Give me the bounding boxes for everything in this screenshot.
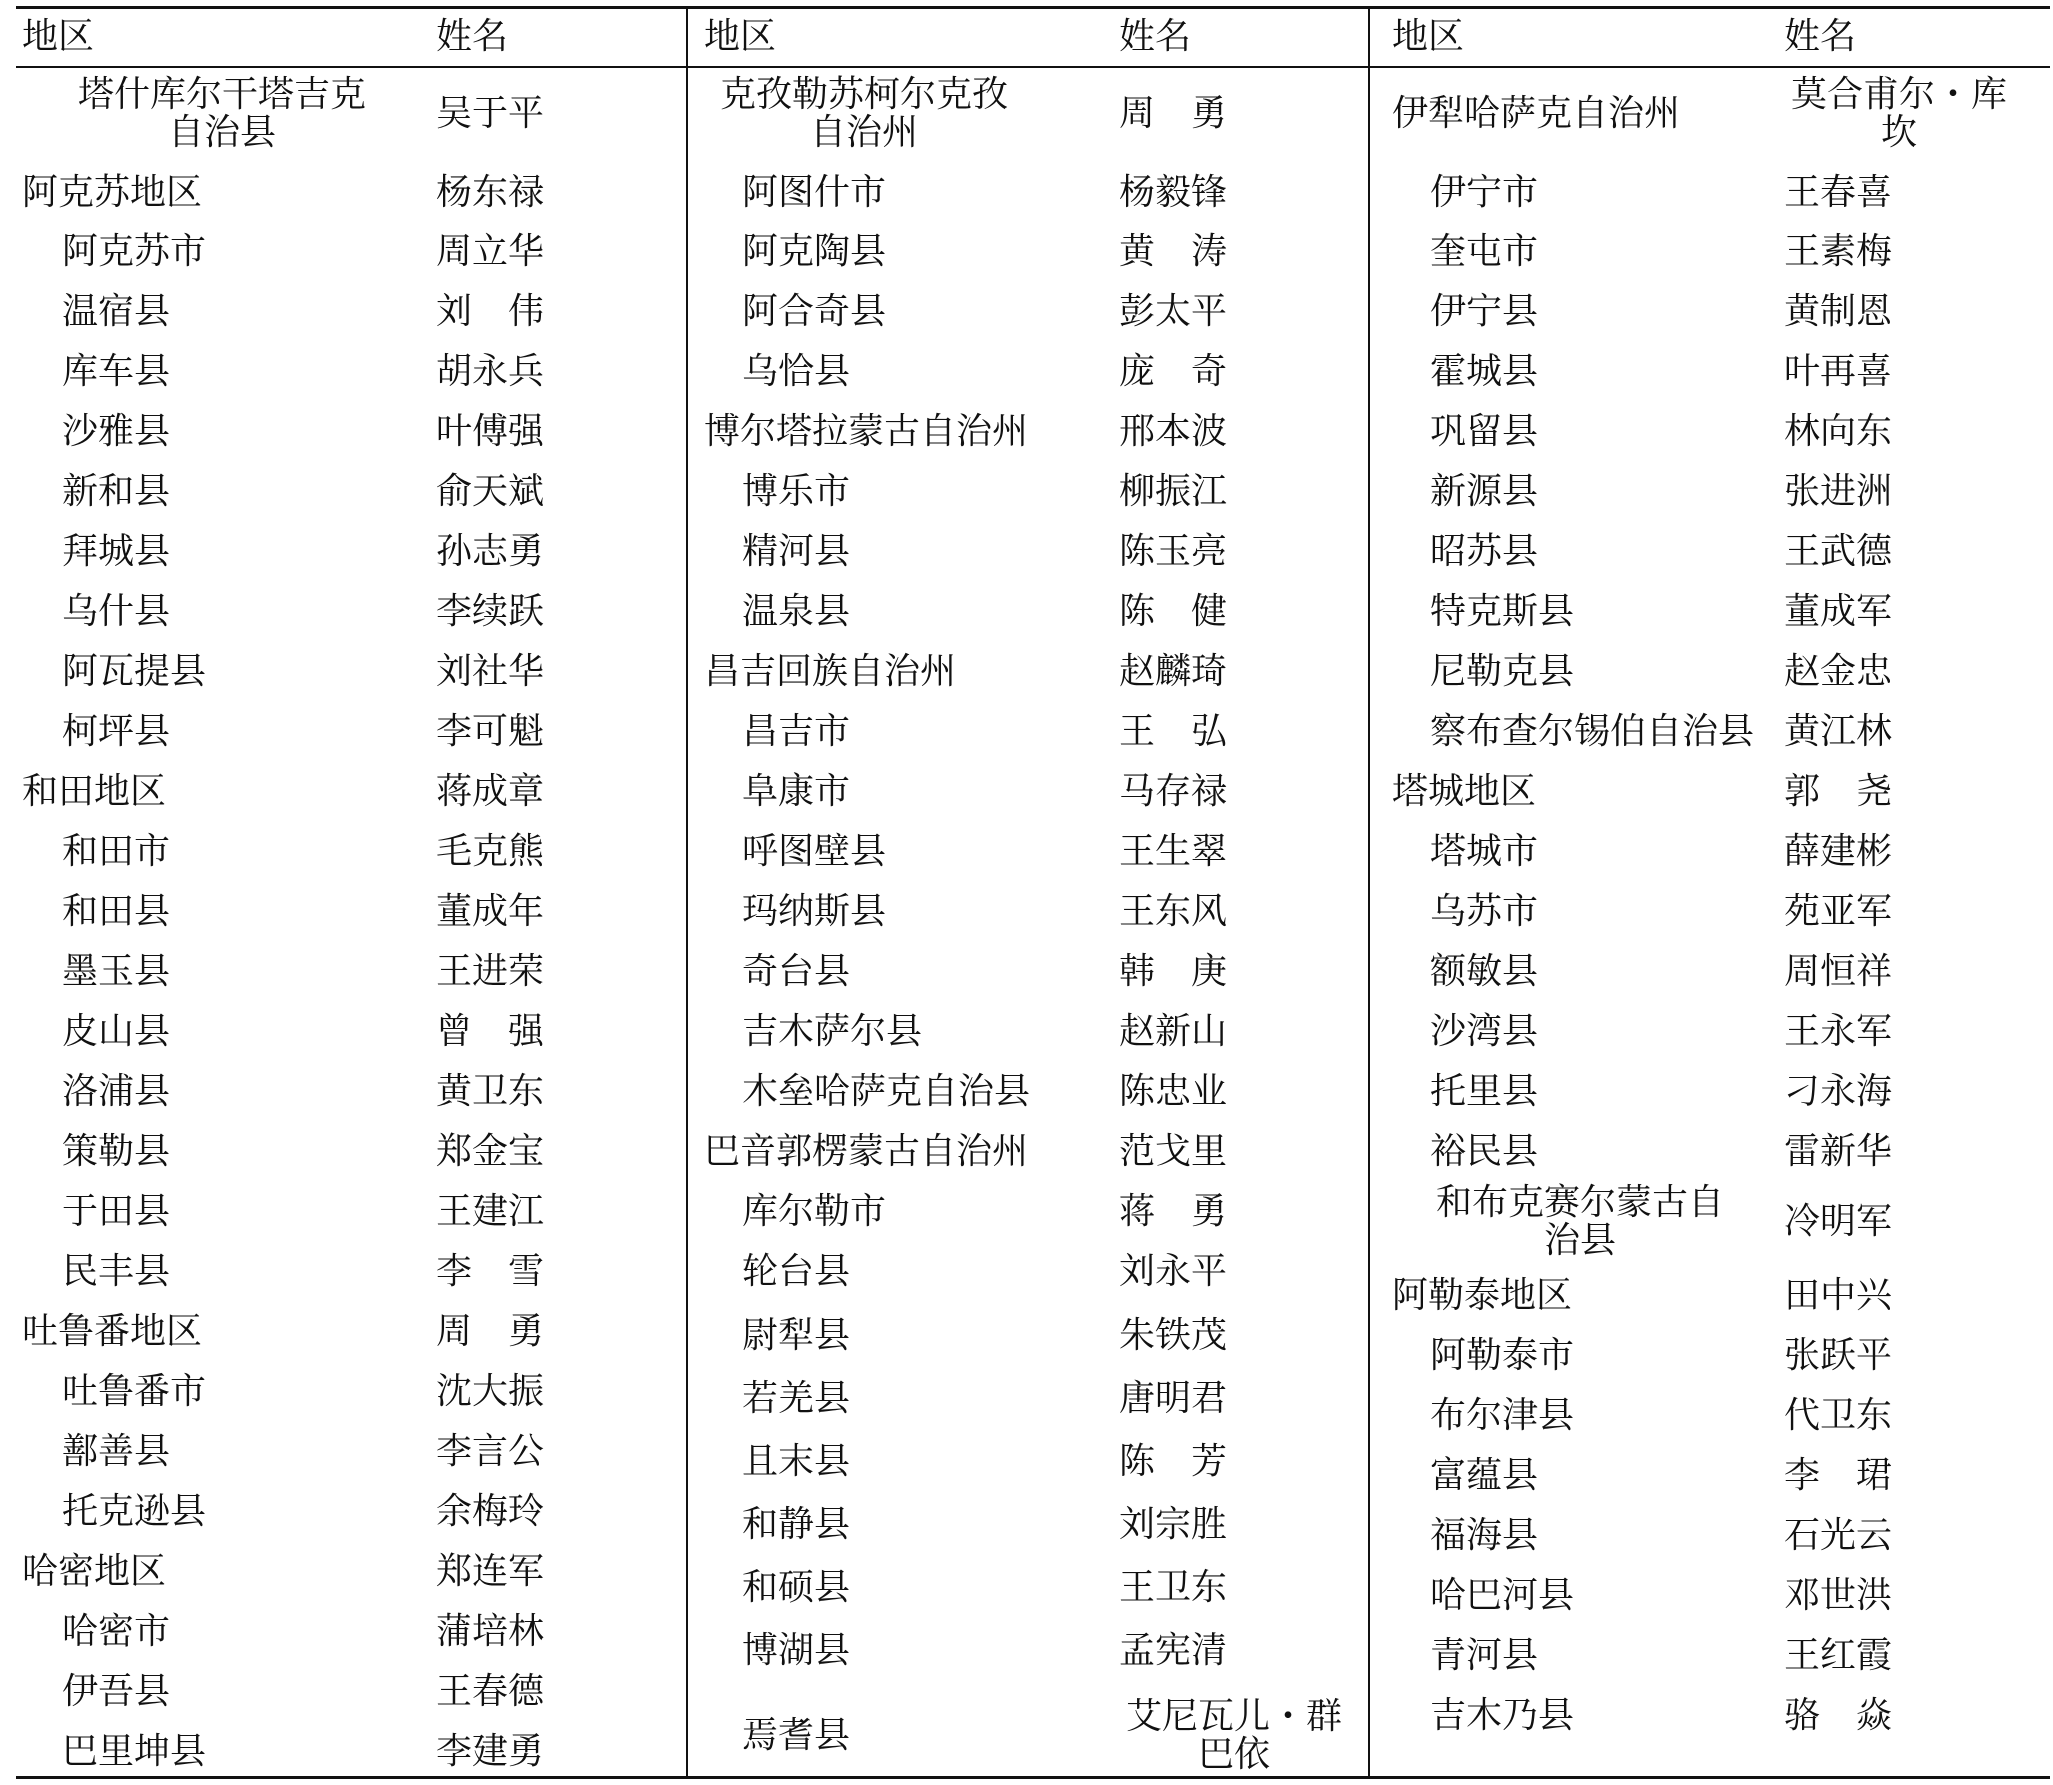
name-cell: 赵麟琦 — [1119, 651, 1228, 692]
name-cell: 骆 焱 — [1784, 1695, 1893, 1736]
region-cell: 吐鲁番地区 — [22, 1311, 203, 1352]
name-cell: 胡永兵 — [436, 351, 545, 392]
region-cell: 阿瓦提县 — [62, 651, 207, 692]
name-cell: 刘永平 — [1119, 1251, 1228, 1292]
region-cell: 塔什库尔干塔吉克自治县 — [77, 74, 366, 153]
name-cell: 张进洲 — [1784, 471, 1893, 512]
region-cell: 阿勒泰市 — [1430, 1335, 1575, 1376]
name-cell: 王 弘 — [1119, 711, 1228, 752]
region-cell: 福海县 — [1430, 1515, 1539, 1556]
region-cell: 巴里坤县 — [62, 1731, 207, 1772]
header-name: 姓名 — [436, 16, 509, 57]
region-cell: 塔城市 — [1430, 831, 1539, 872]
name-cell: 黄江林 — [1784, 711, 1893, 752]
region-cell: 布尔津县 — [1430, 1395, 1575, 1436]
name-cell: 艾尼瓦儿・群巴依 — [1125, 1696, 1342, 1775]
region-cell: 和田市 — [62, 831, 171, 872]
name-cell: 朱铁茂 — [1119, 1315, 1228, 1356]
region-cell: 木垒哈萨克自治县 — [742, 1071, 1031, 1112]
name-cell: 庞 奇 — [1119, 351, 1228, 392]
region-cell: 昭苏县 — [1430, 531, 1539, 572]
name-cell: 陈 健 — [1119, 591, 1228, 632]
region-cell: 乌恰县 — [742, 351, 851, 392]
name-cell: 王建江 — [436, 1191, 545, 1232]
region-cell: 奎屯市 — [1430, 231, 1539, 272]
name-cell: 张跃平 — [1784, 1335, 1893, 1376]
name-cell: 邢本波 — [1119, 411, 1228, 452]
name-cell: 陈玉亮 — [1119, 531, 1228, 572]
name-cell: 黄 涛 — [1119, 231, 1228, 272]
region-cell: 鄯善县 — [62, 1431, 171, 1472]
region-cell: 于田县 — [62, 1191, 171, 1232]
name-cell: 沈大振 — [436, 1371, 545, 1412]
name-cell: 王进荣 — [436, 951, 545, 992]
region-cell: 新和县 — [62, 471, 171, 512]
name-cell: 蒲培林 — [436, 1611, 545, 1652]
name-cell: 李言公 — [436, 1431, 545, 1472]
name-cell: 王东风 — [1119, 891, 1228, 932]
name-cell: 蒋 勇 — [1119, 1191, 1228, 1232]
name-cell: 薛建彬 — [1784, 831, 1893, 872]
name-cell: 孙志勇 — [436, 531, 545, 572]
region-cell: 皮山县 — [62, 1011, 171, 1052]
region-cell: 精河县 — [742, 531, 851, 572]
name-cell: 王春喜 — [1784, 172, 1893, 213]
name-cell: 周 勇 — [436, 1311, 545, 1352]
region-cell: 阿图什市 — [742, 172, 887, 213]
region-cell: 吉木萨尔县 — [742, 1011, 923, 1052]
name-cell: 陈 芳 — [1119, 1441, 1228, 1482]
header-name: 姓名 — [1784, 16, 1857, 57]
region-cell: 拜城县 — [62, 531, 171, 572]
name-cell: 韩 庚 — [1119, 951, 1228, 992]
district-leader-table — [16, 6, 2050, 1779]
name-cell: 李续跃 — [436, 591, 545, 632]
region-cell: 玛纳斯县 — [742, 891, 887, 932]
name-cell: 郑金宝 — [436, 1131, 545, 1172]
region-cell: 裕民县 — [1430, 1131, 1539, 1172]
region-cell: 哈密市 — [62, 1611, 171, 1652]
name-cell: 叶傅强 — [436, 411, 545, 452]
region-cell: 察布查尔锡伯自治县 — [1430, 711, 1755, 752]
region-cell: 克孜勒苏柯尔克孜自治州 — [719, 74, 1008, 153]
name-cell: 赵金忠 — [1784, 651, 1893, 692]
region-cell: 巴音郭楞蒙古自治州 — [704, 1131, 1029, 1172]
name-cell: 林向东 — [1784, 411, 1893, 452]
name-cell: 曾 强 — [436, 1011, 545, 1052]
header-region: 地区 — [22, 16, 95, 57]
region-cell: 托克逊县 — [62, 1491, 207, 1532]
region-cell: 霍城县 — [1430, 351, 1539, 392]
panel-3 — [1370, 6, 2050, 1779]
header-region: 地区 — [1392, 16, 1465, 57]
region-cell: 库尔勒市 — [742, 1191, 887, 1232]
region-cell: 新源县 — [1430, 471, 1539, 512]
region-cell: 库车县 — [62, 351, 171, 392]
region-cell: 且末县 — [742, 1441, 851, 1482]
name-cell: 王卫东 — [1119, 1567, 1228, 1608]
name-cell: 范戈里 — [1119, 1131, 1228, 1172]
region-cell: 昌吉回族自治州 — [704, 651, 957, 692]
region-cell: 富蕴县 — [1430, 1455, 1539, 1496]
region-cell: 和静县 — [742, 1504, 851, 1545]
name-cell: 刁永海 — [1784, 1071, 1893, 1112]
header-name: 姓名 — [1119, 16, 1192, 57]
region-cell: 民丰县 — [62, 1251, 171, 1292]
name-cell: 俞天斌 — [436, 471, 545, 512]
name-cell: 李 雪 — [436, 1251, 545, 1292]
region-cell: 和田地区 — [22, 771, 167, 812]
name-cell: 王春德 — [436, 1671, 545, 1712]
region-cell: 伊吾县 — [62, 1671, 171, 1712]
name-cell: 吴于平 — [436, 93, 545, 134]
name-cell: 代卫东 — [1784, 1395, 1893, 1436]
region-cell: 阿合奇县 — [742, 291, 887, 332]
region-cell: 和田县 — [62, 891, 171, 932]
name-cell: 刘宗胜 — [1119, 1504, 1228, 1545]
region-cell: 阿克苏地区 — [22, 172, 203, 213]
name-cell: 冷明军 — [1784, 1201, 1893, 1242]
name-cell: 余梅玲 — [436, 1491, 545, 1532]
region-cell: 昌吉市 — [742, 711, 851, 752]
name-cell: 周 勇 — [1119, 93, 1228, 134]
name-cell: 马存禄 — [1119, 771, 1228, 812]
name-cell: 黄制恩 — [1784, 291, 1893, 332]
panel-2 — [688, 6, 1368, 1779]
region-cell: 伊犁哈萨克自治州 — [1392, 93, 1681, 134]
region-cell: 博乐市 — [742, 471, 851, 512]
region-cell: 哈密地区 — [22, 1551, 167, 1592]
name-cell: 李可魁 — [436, 711, 545, 752]
region-cell: 沙雅县 — [62, 411, 171, 452]
region-cell: 巩留县 — [1430, 411, 1539, 452]
region-cell: 阿勒泰地区 — [1392, 1275, 1573, 1316]
name-cell: 杨毅锋 — [1119, 172, 1228, 213]
name-cell: 郑连军 — [436, 1551, 545, 1592]
name-cell: 蒋成章 — [436, 771, 545, 812]
name-cell: 刘 伟 — [436, 291, 545, 332]
region-cell: 沙湾县 — [1430, 1011, 1539, 1052]
region-cell: 策勒县 — [62, 1131, 171, 1172]
name-cell: 周恒祥 — [1784, 951, 1893, 992]
name-cell: 王素梅 — [1784, 231, 1893, 272]
region-cell: 塔城地区 — [1392, 771, 1537, 812]
region-cell: 温宿县 — [62, 291, 171, 332]
name-cell: 董成年 — [436, 891, 545, 932]
name-cell: 邓世洪 — [1784, 1575, 1893, 1616]
name-cell: 苑亚军 — [1784, 891, 1893, 932]
region-cell: 柯坪县 — [62, 711, 171, 752]
name-cell: 王永军 — [1784, 1011, 1893, 1052]
name-cell: 杨东禄 — [436, 172, 545, 213]
name-cell: 陈忠业 — [1119, 1071, 1228, 1112]
name-cell: 黄卫东 — [436, 1071, 545, 1112]
name-cell: 孟宪清 — [1119, 1630, 1228, 1671]
region-cell: 吉木乃县 — [1430, 1695, 1575, 1736]
name-cell: 董成军 — [1784, 591, 1893, 632]
name-cell: 王红霞 — [1784, 1635, 1893, 1676]
name-cell: 李 珺 — [1784, 1455, 1893, 1496]
region-cell: 托里县 — [1430, 1071, 1539, 1112]
name-cell: 石光云 — [1784, 1515, 1893, 1556]
name-cell: 郭 尧 — [1784, 771, 1893, 812]
region-cell: 阿克陶县 — [742, 231, 887, 272]
name-cell: 莫合甫尔・库坎 — [1790, 74, 2007, 153]
region-cell: 青河县 — [1430, 1635, 1539, 1676]
region-cell: 和硕县 — [742, 1567, 851, 1608]
name-cell: 李建勇 — [436, 1731, 545, 1772]
region-cell: 伊宁县 — [1430, 291, 1539, 332]
name-cell: 唐明君 — [1119, 1378, 1228, 1419]
region-cell: 阿克苏市 — [62, 231, 207, 272]
name-cell: 叶再喜 — [1784, 351, 1893, 392]
name-cell: 彭太平 — [1119, 291, 1228, 332]
panel-1 — [16, 6, 686, 1779]
region-cell: 温泉县 — [742, 591, 851, 632]
region-cell: 洛浦县 — [62, 1071, 171, 1112]
region-cell: 特克斯县 — [1430, 591, 1575, 632]
region-cell: 奇台县 — [742, 951, 851, 992]
region-cell: 轮台县 — [742, 1251, 851, 1292]
region-cell: 若羌县 — [742, 1378, 851, 1419]
region-cell: 焉耆县 — [742, 1715, 851, 1756]
region-cell: 和布克赛尔蒙古自治县 — [1435, 1182, 1724, 1261]
name-cell: 刘社华 — [436, 651, 545, 692]
region-cell: 额敏县 — [1430, 951, 1539, 992]
region-cell: 哈巴河县 — [1430, 1575, 1575, 1616]
region-cell: 尉犁县 — [742, 1315, 851, 1356]
region-cell: 乌什县 — [62, 591, 171, 632]
name-cell: 田中兴 — [1784, 1275, 1893, 1316]
header-region: 地区 — [704, 16, 777, 57]
region-cell: 博湖县 — [742, 1630, 851, 1671]
region-cell: 博尔塔拉蒙古自治州 — [704, 411, 1029, 452]
region-cell: 尼勒克县 — [1430, 651, 1575, 692]
region-cell: 墨玉县 — [62, 951, 171, 992]
region-cell: 伊宁市 — [1430, 172, 1539, 213]
region-cell: 吐鲁番市 — [62, 1371, 207, 1412]
region-cell: 呼图壁县 — [742, 831, 887, 872]
name-cell: 雷新华 — [1784, 1131, 1893, 1172]
name-cell: 王武德 — [1784, 531, 1893, 572]
region-cell: 乌苏市 — [1430, 891, 1539, 932]
region-cell: 阜康市 — [742, 771, 851, 812]
name-cell: 周立华 — [436, 231, 545, 272]
name-cell: 赵新山 — [1119, 1011, 1228, 1052]
name-cell: 柳振江 — [1119, 471, 1228, 512]
name-cell: 王生翠 — [1119, 831, 1228, 872]
name-cell: 毛克熊 — [436, 831, 545, 872]
